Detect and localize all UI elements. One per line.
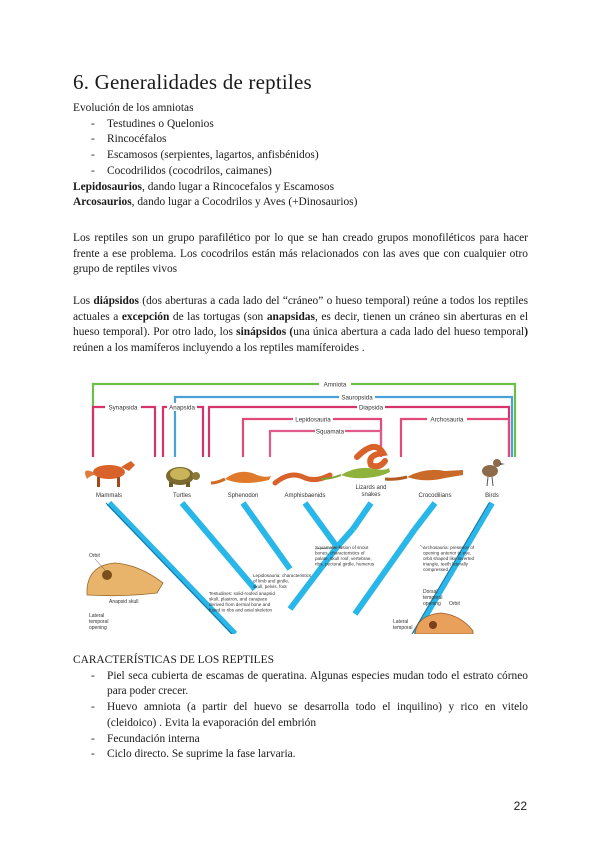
taxon-label: Crocodilians [418,493,452,499]
cladogram-svg [85,379,518,634]
taxon-label: Turtles [172,493,192,499]
taxon-label: Birds [485,493,499,499]
text-run: de las tortugas (son [169,310,267,323]
text-run: Los [73,295,94,307]
page-title: 6. Generalidades de reptiles [73,70,312,94]
evolution-heading: Evolución de los amniotas [73,102,194,114]
taxon-label: Sphenodon [227,493,259,499]
list-item: - Rincocéfalos [73,132,528,148]
annotation-text: skull, plastron, and carapace [209,596,268,602]
list-item: - Testudines o Quelonios [73,117,528,133]
clade-label: Amniota [323,381,347,389]
annotation-text: opening anterior to eye, [423,550,472,556]
annotation-text: compressed [423,567,449,572]
annotation-text: Testudines: solid-roofed anapsid [209,591,275,596]
skull-label: temporal [89,619,109,625]
skull-label: opening [423,601,441,607]
bold-term: sinápsidos ( [236,326,294,339]
page-number: 22 [513,799,527,813]
annotation-text: ribs, pectoral girdle, humerus [315,561,375,567]
clade-label: Archosauria [430,416,464,424]
clade-label: Squamata [315,428,345,436]
paragraph-text: Los reptiles son un grupo parafilético por lo que se han creado grupos monofiléticos para hacer frente a ese problema. Los cocodrilos están más relacionados con las aves que con cualquier otro grupo de reptiles vivos [73,232,528,276]
characteristics-section [73,653,528,763]
text-run: una única abertura a cada lado del hueso temporal [293,326,525,339]
arcosaurios-desc: , dando lugar a Cocodrilos y Aves (+Dinosaurios) [131,196,358,209]
clade-label: Sauropsida [341,394,373,402]
clade-label: Synapsida [108,404,138,412]
annotation-text: palate, skull roof, vertebrae, [315,556,372,561]
taxon-label: Mammals [95,493,123,499]
annotation-text: orbit shaped like inverted [423,556,475,561]
characteristics-list [73,669,528,763]
skull-label: Dorsal [423,589,438,595]
paragraph-parafiletico [73,231,528,278]
annotation-text: triangle, teeth laterally [423,561,468,567]
list-item: - Escamosos (serpientes, lagartos, anfisbénidos) [73,148,528,164]
taxon-label: Amphisbaenids [284,493,326,499]
characteristics-heading: CARACTERÍSTICAS DE LOS REPTILES [73,654,274,666]
bold-term: ) [524,326,528,339]
clade-label: Anapsida [169,404,195,412]
arcosaurios-term: Arcosaurios [73,196,132,209]
taxon-label: Lizards and [355,485,387,491]
taxon-label: snakes [361,492,381,498]
paragraph-diapsidos [73,294,528,357]
lepidosaurios-line [73,180,528,196]
annotation-text: of limb and girdle, [253,578,290,584]
skull-label: temporal [423,595,443,601]
amniote-list [73,117,528,180]
text-run: reúnen a los mamíferos incluyendo a los reptiles mamíferoides . [73,342,365,355]
lepidosaurios-term: Lepidosaurios [73,180,142,193]
cladogram-figure [85,379,518,634]
paragraph-text [73,294,528,357]
annotation-text: Lepidosauria: characteristics [253,573,312,578]
bold-term: excepción [121,310,170,323]
skull-caption: Anapsid skull [109,599,139,605]
annotation-text: fused to ribs and axial skeleton [209,607,273,613]
list-item: - Ciclo directo. Se suprime la fase larvaria. [73,747,528,763]
skull-label: Lateral [393,619,409,625]
list-item: - Piel seca cubierta de escamas de queratina. Algunas especies mudan todo el estrato córneo para poder crecer. [73,669,528,700]
skull-label-orbit: Orbit [89,553,100,559]
skull-label: Lateral [89,613,105,619]
annotation-text: skull, pelvis, foot [253,584,287,589]
annotation-text: Squamata: fusion of snout [315,545,369,550]
arcosaurios-line [73,195,528,211]
lepidosaurios-desc: , dando lugar a Rincocefalos y Escamosos [142,180,335,193]
annotation-text: Archosauria: presence of [423,545,475,550]
text-run: (dos aberturas a cada lado del “cráneo” o hueso temporal) reúne a todos los reptiles actuales a [73,295,529,323]
skull-label: opening [89,625,107,631]
bold-term: anapsidas [266,310,315,323]
list-item: - Fecundación interna [73,732,528,748]
clade-label: Lepidosauria [295,416,331,424]
annotation-text: bones, characteristics of [315,550,365,556]
list-item: - Huevo amniota (a partir del huevo se desarrolla todo el inquilino) y rico en vitelo (cleidoico) . Evita la evaporación del embrión [73,700,528,731]
evolution-section [73,101,528,211]
skull-label-orbit: Orbit [449,601,460,607]
skull-label: temporal [393,625,413,631]
list-item: - Cocodrilidos (cocodrilos, caimanes) [73,164,528,180]
bold-term: diápsidos [93,295,139,307]
annotation-text: derived from dermal bone and [209,602,271,607]
clade-label: Diapsida [358,404,384,412]
text-run: , es decir, tienen un cráneo sin aberturas en el hueso temporal). Por otro lado, los [73,310,529,339]
